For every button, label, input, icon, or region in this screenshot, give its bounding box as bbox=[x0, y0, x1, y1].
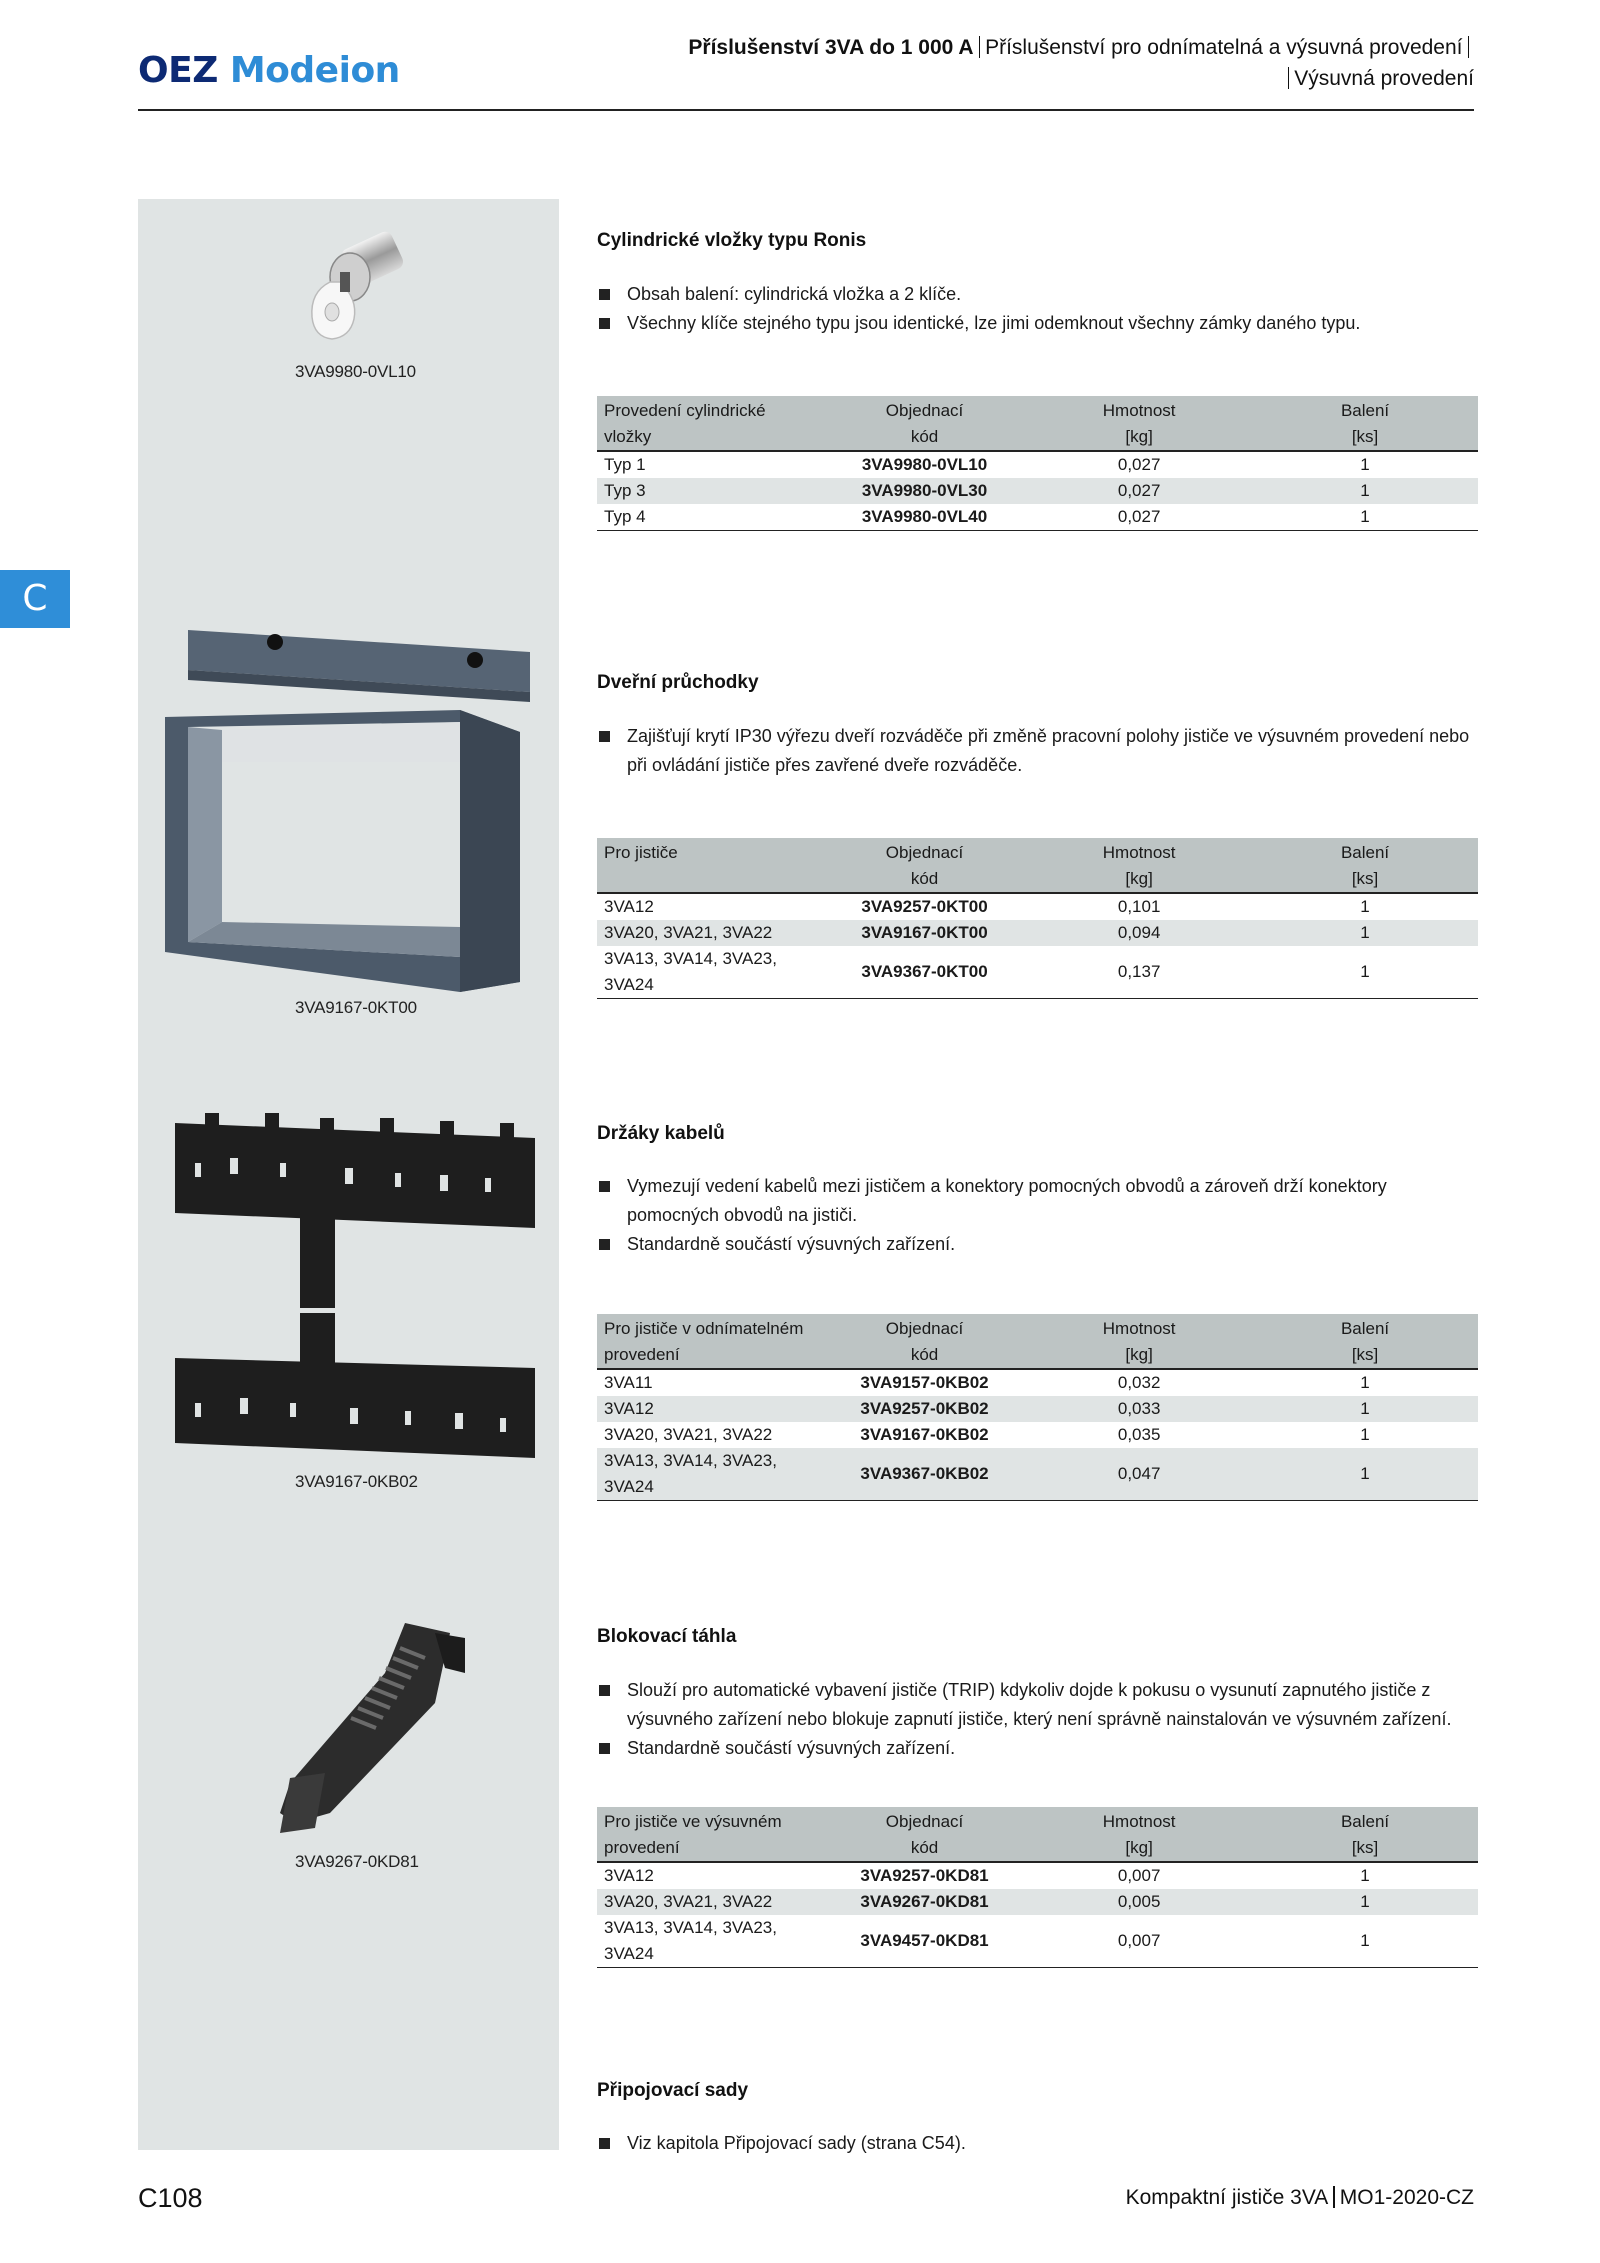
logo-product: Modeion bbox=[229, 50, 400, 91]
col-header: Balení [ks] bbox=[1252, 1314, 1478, 1369]
section-title-blocking-rods: Blokovací táhla bbox=[597, 1626, 737, 1647]
bullets-door bbox=[597, 722, 1477, 780]
image-label-3: 3VA9167-0KB02 bbox=[295, 1472, 418, 1491]
chapter-tab[interactable]: C bbox=[0, 570, 70, 628]
section-title-cable-holders: Držáky kabelů bbox=[597, 1123, 725, 1144]
bullets-cable-holders bbox=[597, 1172, 1477, 1259]
table-cylinder bbox=[597, 396, 1478, 531]
table-row: 3VA12 3VA9257-0KT00 0,101 1 bbox=[604, 897, 1370, 916]
col-header: Hmotnost [kg] bbox=[1026, 1807, 1252, 1862]
col-header: Objednací kód bbox=[823, 1314, 1026, 1369]
bullets-cylinder bbox=[597, 280, 1477, 338]
image-label-2: 3VA9167-0KT00 bbox=[295, 998, 417, 1017]
section-title-connection-sets: Připojovací sady bbox=[597, 2080, 749, 2101]
col-header: Balení [ks] bbox=[1252, 1807, 1478, 1862]
table-row: 3VA13, 3VA14, 3VA23, 3VA24 3VA9367-0KB02 0,047 1 bbox=[597, 1448, 1478, 1501]
table-row: 3VA20, 3VA21, 3VA22 3VA9267-0KD81 0,005 1 bbox=[597, 1889, 1478, 1915]
col-header: Provedení cylindrické vložky bbox=[597, 396, 823, 451]
header-part1: Příslušenství 3VA do 1 000 A bbox=[688, 36, 974, 59]
bullet: Standardně součástí výsuvných zařízení. bbox=[597, 1734, 1477, 1763]
table-blocking-rods bbox=[597, 1807, 1478, 1968]
bullet: Viz kapitola Připojovací sady (strana C54). bbox=[597, 2129, 1477, 2158]
footer-doc-title: Kompaktní jističe 3VA bbox=[1125, 2186, 1329, 2209]
blocking-rod-image bbox=[235, 1613, 475, 1838]
cable-holder-image bbox=[170, 1113, 540, 1463]
table-row: 3VA12 3VA9257-0KB02 0,033 1 bbox=[597, 1396, 1478, 1422]
brand-logo bbox=[138, 50, 400, 91]
col-header: Objednací kód bbox=[823, 838, 1026, 893]
bullet: Obsah balení: cylindrická vložka a 2 klíče. bbox=[597, 280, 1477, 309]
table-row: 3VA12 3VA9257-0KD81 0,007 1 bbox=[604, 1866, 1370, 1885]
bullet: Zajišťují krytí IP30 výřezu dveří rozváděče při změně pracovní polohy jističe ve výsuvném provedení nebo při ovládání jističe přes zavřené dveře rozváděče. bbox=[597, 722, 1477, 780]
logo-brand: OEZ bbox=[138, 50, 218, 91]
col-header: Hmotnost [kg] bbox=[1026, 396, 1252, 451]
bullet: Všechny klíče stejného typu jsou identické, lze jimi odemknout všechny zámky daného typu. bbox=[597, 309, 1477, 338]
table-row: 3VA20, 3VA21, 3VA22 3VA9167-0KT00 0,094 1 bbox=[597, 920, 1478, 946]
image-label-1: 3VA9980-0VL10 bbox=[295, 362, 416, 381]
section-title-cylinder: Cylindrické vložky typu Ronis bbox=[597, 230, 867, 251]
door-frame-image bbox=[160, 622, 535, 992]
header-rule bbox=[138, 109, 1474, 111]
page-number: C108 bbox=[138, 2183, 203, 2213]
col-header: Pro jističe ve výsuvném provedení bbox=[597, 1807, 823, 1862]
col-header: Objednací kód bbox=[823, 1807, 1026, 1862]
table-row: Typ 3 3VA9980-0VL30 0,027 1 bbox=[597, 478, 1478, 504]
header-part2: Příslušenství pro odnímatelná a výsuvná provedení bbox=[985, 36, 1463, 59]
bullet: Standardně součástí výsuvných zařízení. bbox=[597, 1230, 1477, 1259]
table-row: Typ 1 3VA9980-0VL10 0,027 1 bbox=[604, 455, 1370, 474]
table-row: 3VA13, 3VA14, 3VA23, 3VA24 3VA9367-0KT00 0,137 1 bbox=[597, 946, 1478, 999]
table-cable-holders bbox=[597, 1314, 1478, 1501]
col-header: Pro jističe v odnímatelném provedení bbox=[597, 1314, 823, 1369]
col-header: Balení [ks] bbox=[1252, 396, 1478, 451]
footer-doc bbox=[1126, 2186, 1474, 2210]
table-row: 3VA20, 3VA21, 3VA22 3VA9167-0KB02 0,035 1 bbox=[604, 1425, 1370, 1444]
table-door bbox=[597, 838, 1478, 999]
table-row: 3VA13, 3VA14, 3VA23, 3VA24 3VA9457-0KD81 0,007 1 bbox=[597, 1915, 1478, 1968]
table-row: Typ 4 3VA9980-0VL40 0,027 1 bbox=[597, 504, 1478, 531]
bullet: Vymezují vedení kabelů mezi jističem a konektory pomocných obvodů a zároveň drží konektory pomocných obvodů na jističi. bbox=[597, 1172, 1477, 1230]
col-header: Hmotnost [kg] bbox=[1026, 1314, 1252, 1369]
col-header: Objednací kód bbox=[823, 396, 1026, 451]
footer-doc-code: MO1-2020-CZ bbox=[1339, 2186, 1474, 2209]
col-header: Hmotnost [kg] bbox=[1026, 838, 1252, 893]
bullets-blocking-rods bbox=[597, 1676, 1477, 1763]
image-label-4: 3VA9267-0KD81 bbox=[295, 1852, 419, 1871]
running-header bbox=[514, 32, 1474, 94]
table-row: 3VA11 3VA9157-0KB02 0,032 1 bbox=[604, 1373, 1370, 1392]
header-part3: Výsuvná provedení bbox=[1294, 67, 1474, 90]
section-title-door: Dveřní průchodky bbox=[597, 672, 759, 693]
bullet: Slouží pro automatické vybavení jističe (TRIP) kdykoliv dojde k pokusu o vysunutí zapnutého jističe z výsuvného zařízení nebo blokuje zapnutí jističe, který není správně nainstalován ve výsuvném zařízení. bbox=[597, 1676, 1477, 1734]
col-header: Pro jističe bbox=[597, 838, 823, 893]
bullets-connection-sets bbox=[597, 2129, 1477, 2158]
col-header: Balení [ks] bbox=[1252, 838, 1478, 893]
cylinder-lock-image bbox=[300, 222, 420, 347]
